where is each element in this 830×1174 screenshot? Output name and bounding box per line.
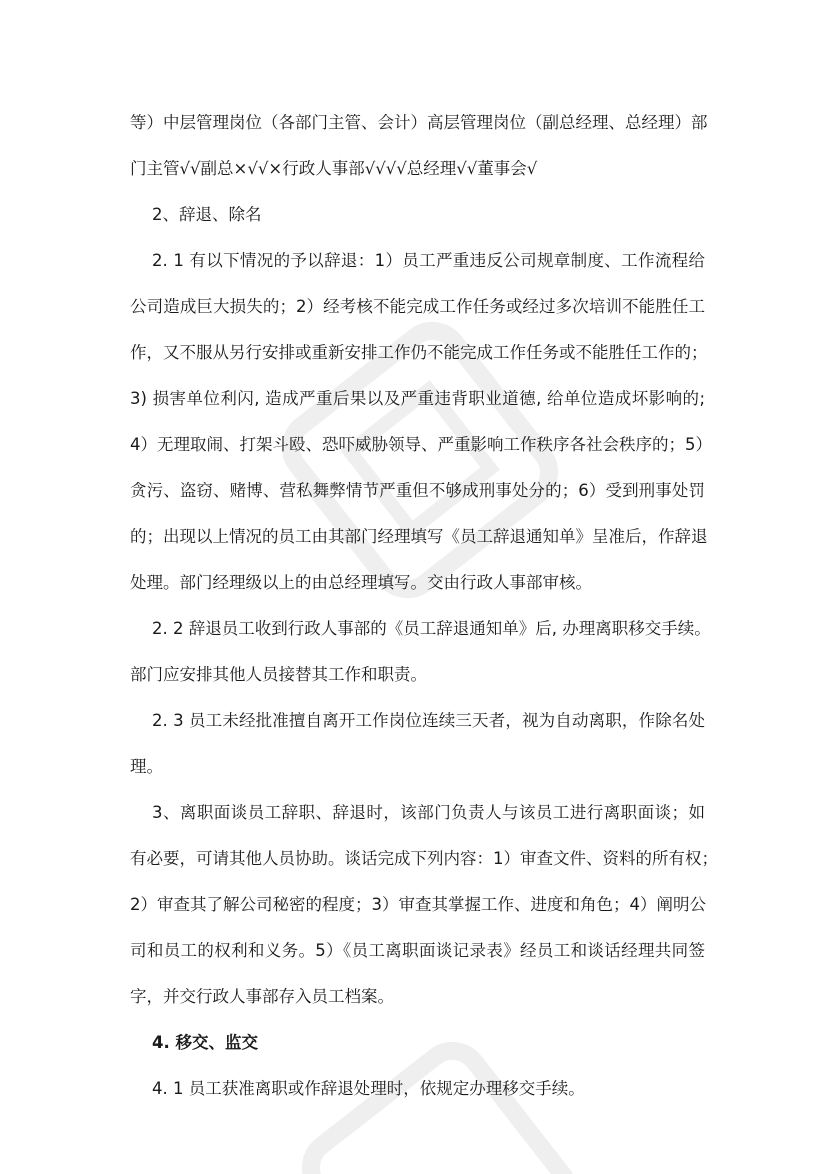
text-line: 公司造成巨大损失的；2）经考核不能完成工作任务或经过多次培训不能胜任工 bbox=[130, 297, 705, 316]
text-line: 部门应安排其他人员接替其工作和职责。 bbox=[130, 665, 427, 684]
document-body bbox=[130, 100, 718, 1112]
text-line: 处理。部门经理级以上的由总经理填写。交由行政人事部审核。 bbox=[130, 573, 592, 592]
section-2-heading bbox=[130, 192, 705, 238]
text-line: 4. 移交、监交 bbox=[152, 1033, 258, 1052]
text-line: 司和员工的权利和义务。5）《员工离职面谈记录表》经员工和谈话经理共同签 bbox=[130, 941, 705, 960]
paragraph-section-4-1 bbox=[130, 1066, 705, 1112]
text-line: 3、离职面谈员工辞职、辞退时，该部门负责人与该员工进行离职面谈；如 bbox=[152, 803, 705, 822]
paragraph-section-2-1 bbox=[130, 238, 712, 606]
text-line: 门主管√√副总×√√×行政人事部√√√√总经理√√董事会√ bbox=[130, 159, 538, 178]
text-line: 作，又不服从另行安排或重新安排工作仍不能完成工作任务或不能胜任工作的； bbox=[130, 343, 708, 362]
text-line: 等）中层管理岗位（各部门主管、会计）高层管理岗位（副总经理、总经理）部 bbox=[130, 113, 708, 132]
text-line: 4. 1 员工获准离职或作辞退处理时，依规定办理移交手续。 bbox=[152, 1079, 585, 1098]
text-line: 2. 1 有以下情况的予以辞退：1）员工严重违反公司规章制度、工作流程给 bbox=[152, 251, 705, 270]
text-line: 4）无理取闹、打架斗殴、恐吓威胁领导、严重影响工作秩序各社会秩序的；5） bbox=[130, 435, 712, 454]
text-line: 3) 损害单位利闪, 造成严重后果以及严重违背职业道德, 给单位造成坏影响的; bbox=[130, 389, 705, 408]
paragraph-approval-table bbox=[130, 100, 708, 192]
section-4-heading bbox=[130, 1020, 705, 1066]
text-line: 有必要，可请其他人员协助。谈话完成下列内容：1）审查文件、资料的所有权； bbox=[130, 849, 718, 868]
text-line: 2）审查其了解公司秘密的程度；3）审查其掌握工作、进度和角色；4）阐明公 bbox=[130, 895, 706, 914]
text-line: 贪污、盗窃、赌博、营私舞弊情节严重但不够成刑事处分的；6）受到刑事处罚 bbox=[130, 481, 705, 500]
text-line: 2. 2 辞退员工收到行政人事部的《员工辞退通知单》后, 办理离职移交手续。 bbox=[152, 619, 711, 638]
text-line: 字，并交行政人事部存入员工档案。 bbox=[130, 987, 394, 1006]
text-line: 2、辞退、除名 bbox=[152, 205, 262, 224]
text-line: 理。 bbox=[130, 757, 163, 776]
text-line: 的；出现以上情况的员工由其部门经理填写《员工辞退通知单》呈准后，作辞退 bbox=[130, 527, 708, 546]
paragraph-section-2-3 bbox=[130, 698, 705, 790]
text-line: 2. 3 员工未经批准擅自离开工作岗位连续三天者，视为自动离职，作除名处 bbox=[152, 711, 705, 730]
paragraph-section-2-2 bbox=[130, 606, 711, 698]
paragraph-section-3 bbox=[130, 790, 718, 1020]
